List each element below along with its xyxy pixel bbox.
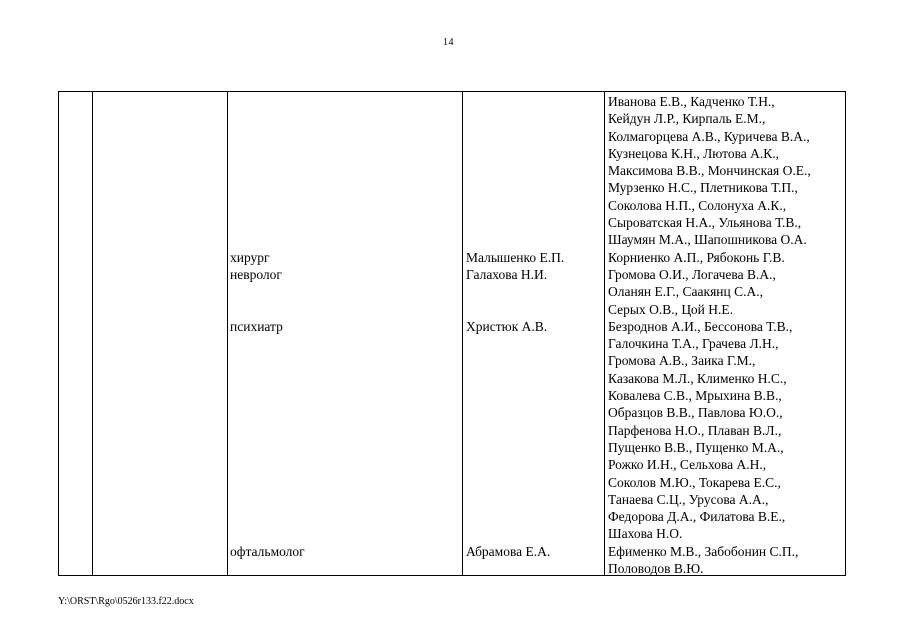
responsible-doctor: Абрамова Е.А.	[466, 543, 551, 559]
staff-name-line: Образцов В.В., Павлова Ю.О.,	[608, 405, 783, 421]
staff-name-line: Громова О.И., Логачева В.А.,	[608, 266, 776, 282]
footer-file-path: Y:\ORST\Rgo\0526r133.f22.docx	[58, 596, 194, 607]
specialty-label: невролог	[230, 267, 282, 282]
specialty-label: хирург	[230, 249, 270, 265]
staff-name-line: Кузнецова К.Н., Лютова А.К.,	[608, 145, 780, 161]
staff-name-line: Ковалева С.В., Мрыхина В.В.,	[608, 388, 782, 404]
specialty-label: психиатр	[230, 318, 283, 334]
staff-name-line: Шахова Н.О.	[608, 526, 683, 542]
staff-name-line: Рожко И.Н., Сельхова А.Н.,	[608, 457, 767, 473]
responsible-doctor: Галахова Н.И.	[466, 267, 548, 282]
staff-name-line: Танаева С.Ц., Урусова А.А.,	[608, 491, 769, 507]
specialists-table	[58, 91, 846, 576]
column-divider-2	[227, 92, 228, 575]
specialty-label: офтальмолог	[230, 543, 305, 559]
staff-name-line: Сыроватская Н.А., Ульянова Т.В.,	[608, 215, 802, 231]
staff-name-line: Максимова В.В., Мончинская О.Е.,	[608, 163, 811, 179]
staff-name-line: Мурзенко Н.С., Плетникова Т.П.,	[608, 180, 798, 196]
staff-name-line: Галочкина Т.А., Грачева Л.Н.,	[608, 336, 779, 352]
staff-name-line: Оланян Е.Г., Саакянц С.А.,	[608, 284, 763, 300]
staff-name-line: Серых О.В., Цой Н.Е.	[608, 301, 734, 317]
column-divider-4	[604, 92, 605, 575]
staff-name-line: Громова А.В., Заика Г.М.,	[608, 353, 756, 369]
staff-name-line: Федорова Д.А., Филатова В.Е.,	[608, 509, 786, 525]
column-divider-3	[462, 92, 463, 575]
staff-name-line: Соколов М.Ю., Токарева Е.С.,	[608, 474, 781, 490]
staff-name-line: Половодов В.Ю.	[608, 561, 704, 577]
staff-name-line: Парфенова Н.О., Плаван В.Л.,	[608, 422, 782, 438]
staff-name-line: Соколова Н.П., Солонуха А.К.,	[608, 197, 787, 213]
staff-names-cell	[608, 93, 811, 577]
staff-name-line: Ефименко М.В., Забобонин С.П.,	[608, 543, 799, 559]
staff-name-line: Пущенко В.В., Пущенко М.А.,	[608, 439, 784, 455]
staff-name-line: Иванова Е.В., Кадченко Т.Н.,	[608, 94, 775, 109]
responsible-doctor: Малышенко Е.П.	[466, 249, 565, 265]
staff-name-line: Шаумян М.А., Шапошникова О.А.	[608, 232, 807, 248]
column-divider-1	[92, 92, 93, 575]
page-number: 14	[443, 37, 454, 48]
staff-name-line: Казакова М.Л., Клименко Н.С.,	[608, 370, 787, 386]
staff-name-line: Безроднов А.И., Бессонова Т.В.,	[608, 318, 793, 334]
staff-name-line: Корниенко А.П., Рябоконь Г.В.	[608, 249, 785, 265]
responsible-doctor: Христюк А.В.	[466, 318, 548, 334]
staff-name-line: Кейдун Л.Р., Кирпаль Е.М.,	[608, 111, 766, 127]
staff-name-line: Колмагорцева А.В., Куричева В.А.,	[608, 128, 810, 144]
